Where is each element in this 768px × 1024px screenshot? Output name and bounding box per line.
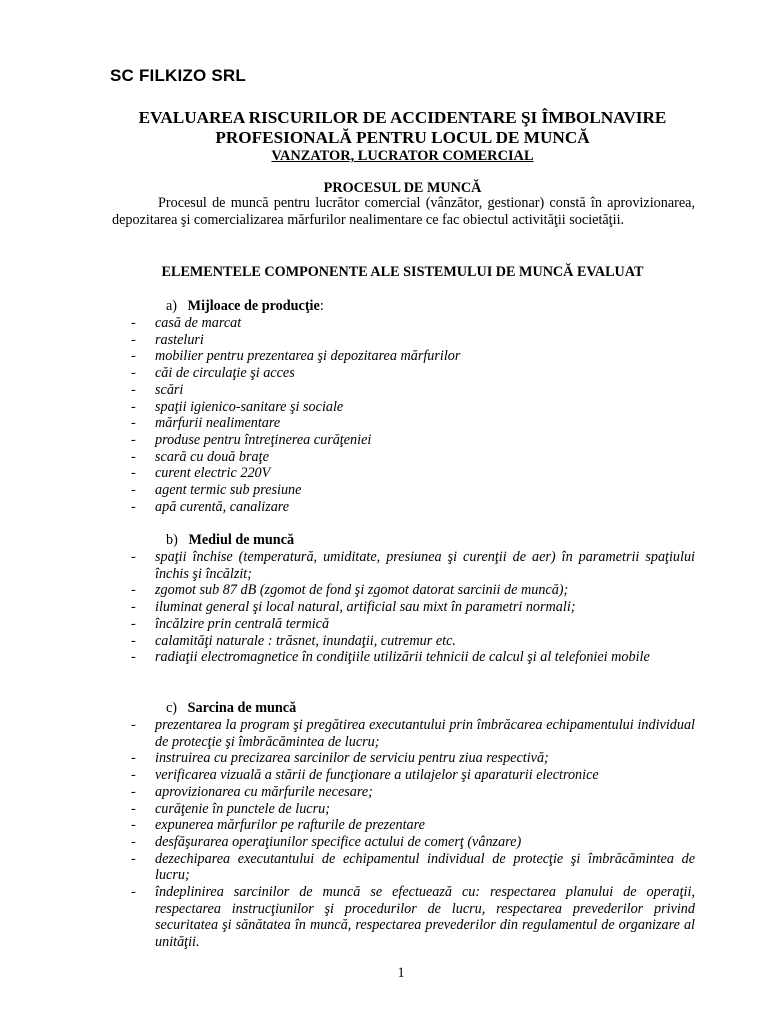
list-item	[112, 415, 695, 432]
section-a-list	[112, 315, 695, 515]
list-item	[112, 767, 695, 784]
bullet-dash: -	[131, 315, 136, 331]
list-item	[112, 315, 695, 332]
bullet-dash: -	[131, 817, 136, 834]
section-a-heading	[166, 298, 324, 315]
list-item	[112, 801, 695, 818]
section-c-letter: c)	[166, 700, 178, 716]
list-item	[112, 750, 695, 767]
list-item-text: casă de marcat	[155, 315, 242, 331]
list-item-text: mărfurii nealimentare	[155, 415, 281, 432]
list-item-text: dezechiparea executantului de echipamentul individual de protecţie şi îmbrăcămintea de lucru;	[155, 850, 695, 884]
bullet-dash: -	[131, 431, 136, 448]
company-name: SC FILKIZO SRL	[110, 66, 246, 85]
bullet-dash: -	[131, 331, 136, 348]
list-item	[112, 633, 695, 650]
list-item	[112, 432, 695, 449]
elements-heading: ELEMENTELE COMPONENTE ALE SISTEMULUI DE MUNCĂ EVALUAT	[161, 264, 644, 280]
bullet-dash: -	[131, 365, 136, 382]
section-b-label: Mediul de muncă	[188, 532, 295, 548]
list-item	[112, 817, 695, 834]
list-item	[112, 549, 695, 582]
bullet-dash: -	[131, 498, 136, 515]
list-item	[112, 582, 695, 599]
bullet-dash: -	[131, 582, 136, 599]
bullet-dash: -	[131, 800, 136, 817]
list-item-text: verificarea vizuală a stării de funcţionare a utilajelor şi aparaturii electronice	[155, 767, 599, 784]
section-b-heading	[166, 532, 294, 549]
bullet-dash: -	[131, 615, 136, 632]
list-item	[112, 332, 695, 349]
list-item-text: încălzire prin centrală termică	[155, 615, 330, 632]
document-subtitle: VANZATOR, LUCRATOR COMERCIAL	[271, 148, 534, 164]
list-item-text: rasteluri	[155, 331, 204, 348]
list-item	[112, 365, 695, 382]
list-item-text: radiaţii electromagnetice în condiţiile utilizării tehnicii de calcul şi al telefoniei mobile	[155, 649, 650, 666]
section-b-list	[112, 549, 695, 666]
list-item	[112, 851, 695, 884]
list-item	[112, 482, 695, 499]
list-item-text: scări	[155, 381, 184, 398]
section-b-letter: b)	[166, 532, 178, 548]
list-item-text: curent electric 220V	[155, 465, 271, 482]
document-title-line-1: EVALUAREA RISCURILOR DE ACCIDENTARE ŞI ÎMBOLNAVIRE	[138, 108, 667, 127]
process-heading: PROCESUL DE MUNCĂ	[323, 180, 482, 196]
list-item	[112, 382, 695, 399]
section-c-label: Sarcina de muncă	[187, 700, 297, 716]
list-item	[112, 717, 695, 750]
process-paragraph: Procesul de muncă pentru lucrător comercial (vânzător, gestionar) constă în aprovizionarea, depozitarea şi comercializarea mărfurilor nealimentare ce fac obiectul activităţii societăţii.	[112, 195, 695, 228]
section-c-heading	[166, 700, 296, 717]
list-item-text: instruirea cu precizarea sarcinilor de serviciu pentru ziua respectivă;	[155, 750, 549, 767]
bullet-dash: -	[131, 381, 136, 398]
list-item	[112, 784, 695, 801]
list-item	[112, 834, 695, 851]
bullet-dash: -	[131, 482, 136, 499]
bullet-dash: -	[131, 850, 136, 867]
list-item-text: iluminat general şi local natural, artificial sau mixt în parametri normali;	[155, 599, 576, 616]
bullet-dash: -	[131, 415, 136, 432]
section-a-label: Mijloace de producţie	[187, 298, 320, 314]
list-item-text: curăţenie în punctele de lucru;	[155, 800, 330, 817]
list-item-text: desfăşurarea operaţiunilor specifice actului de comerţ (vânzare)	[155, 833, 522, 850]
list-item	[112, 348, 695, 365]
section-a-suffix: :	[319, 298, 324, 314]
list-item-text: căi de circulaţie şi acces	[155, 365, 295, 382]
list-item-text: spaţii igienico-sanitare şi sociale	[155, 398, 344, 415]
list-item-text: mobilier pentru prezentarea şi depozitarea mărfurilor	[155, 348, 461, 365]
bullet-dash: -	[131, 599, 136, 616]
list-item-text: apă curentă, canalizare	[155, 498, 290, 515]
bullet-dash: -	[131, 833, 136, 850]
document-title-line-2: PROFESIONALĂ PENTRU LOCUL DE MUNCĂ	[215, 128, 590, 147]
bullet-dash: -	[131, 549, 136, 565]
list-item-text: agent termic sub presiune	[155, 482, 302, 499]
list-item-text: spaţii închise (temperatură, umiditate, presiunea şi curenţii de aer) în parametrii spaţiului închis şi încălzit;	[155, 549, 695, 582]
list-item	[112, 465, 695, 482]
list-item	[112, 599, 695, 616]
list-item	[112, 449, 695, 466]
bullet-dash: -	[131, 398, 136, 415]
bullet-dash: -	[131, 448, 136, 465]
list-item-text: produse pentru întreţinerea curăţeniei	[155, 431, 372, 448]
bullet-dash: -	[131, 465, 136, 482]
list-item-text: expunerea mărfurilor pe rafturile de prezentare	[155, 817, 425, 834]
list-item	[112, 884, 695, 951]
list-item	[112, 649, 695, 666]
bullet-dash: -	[131, 348, 136, 365]
section-a-letter: a)	[166, 298, 178, 314]
bullet-dash: -	[131, 767, 136, 784]
list-item	[112, 616, 695, 633]
bullet-dash: -	[131, 783, 136, 800]
page-number: 1	[397, 965, 405, 981]
list-item-text: îndeplinirea sarcinilor de muncă se efectuează cu: respectarea planului de operaţii, respectarea instrucţiunilor şi procedurilor de lucru, respectarea prevederilor privind securitatea şi sănătatea în muncă, respectarea prevederilor din regulamentul de organizare al unităţii.	[155, 884, 695, 951]
bullet-dash: -	[131, 717, 136, 733]
list-item-text: prezentarea la program şi pregătirea executantului prin îmbrăcarea echipamentului individual de protecţie şi îmbrăcămintea de lucru;	[155, 717, 695, 750]
section-c-list	[112, 717, 695, 951]
list-item-text: aprovizionarea cu mărfurile necesare;	[155, 783, 373, 800]
bullet-dash: -	[131, 632, 136, 649]
list-item-text: scară cu două braţe	[155, 448, 269, 465]
list-item-text: zgomot sub 87 dB (zgomot de fond şi zgomot datorat sarcinii de muncă);	[155, 582, 569, 599]
bullet-dash: -	[131, 884, 136, 901]
list-item	[112, 399, 695, 416]
list-item-text: calamităţi naturale : trăsnet, inundaţii, cutremur etc.	[155, 632, 456, 649]
list-item	[112, 499, 695, 516]
bullet-dash: -	[131, 649, 136, 666]
bullet-dash: -	[131, 750, 136, 767]
